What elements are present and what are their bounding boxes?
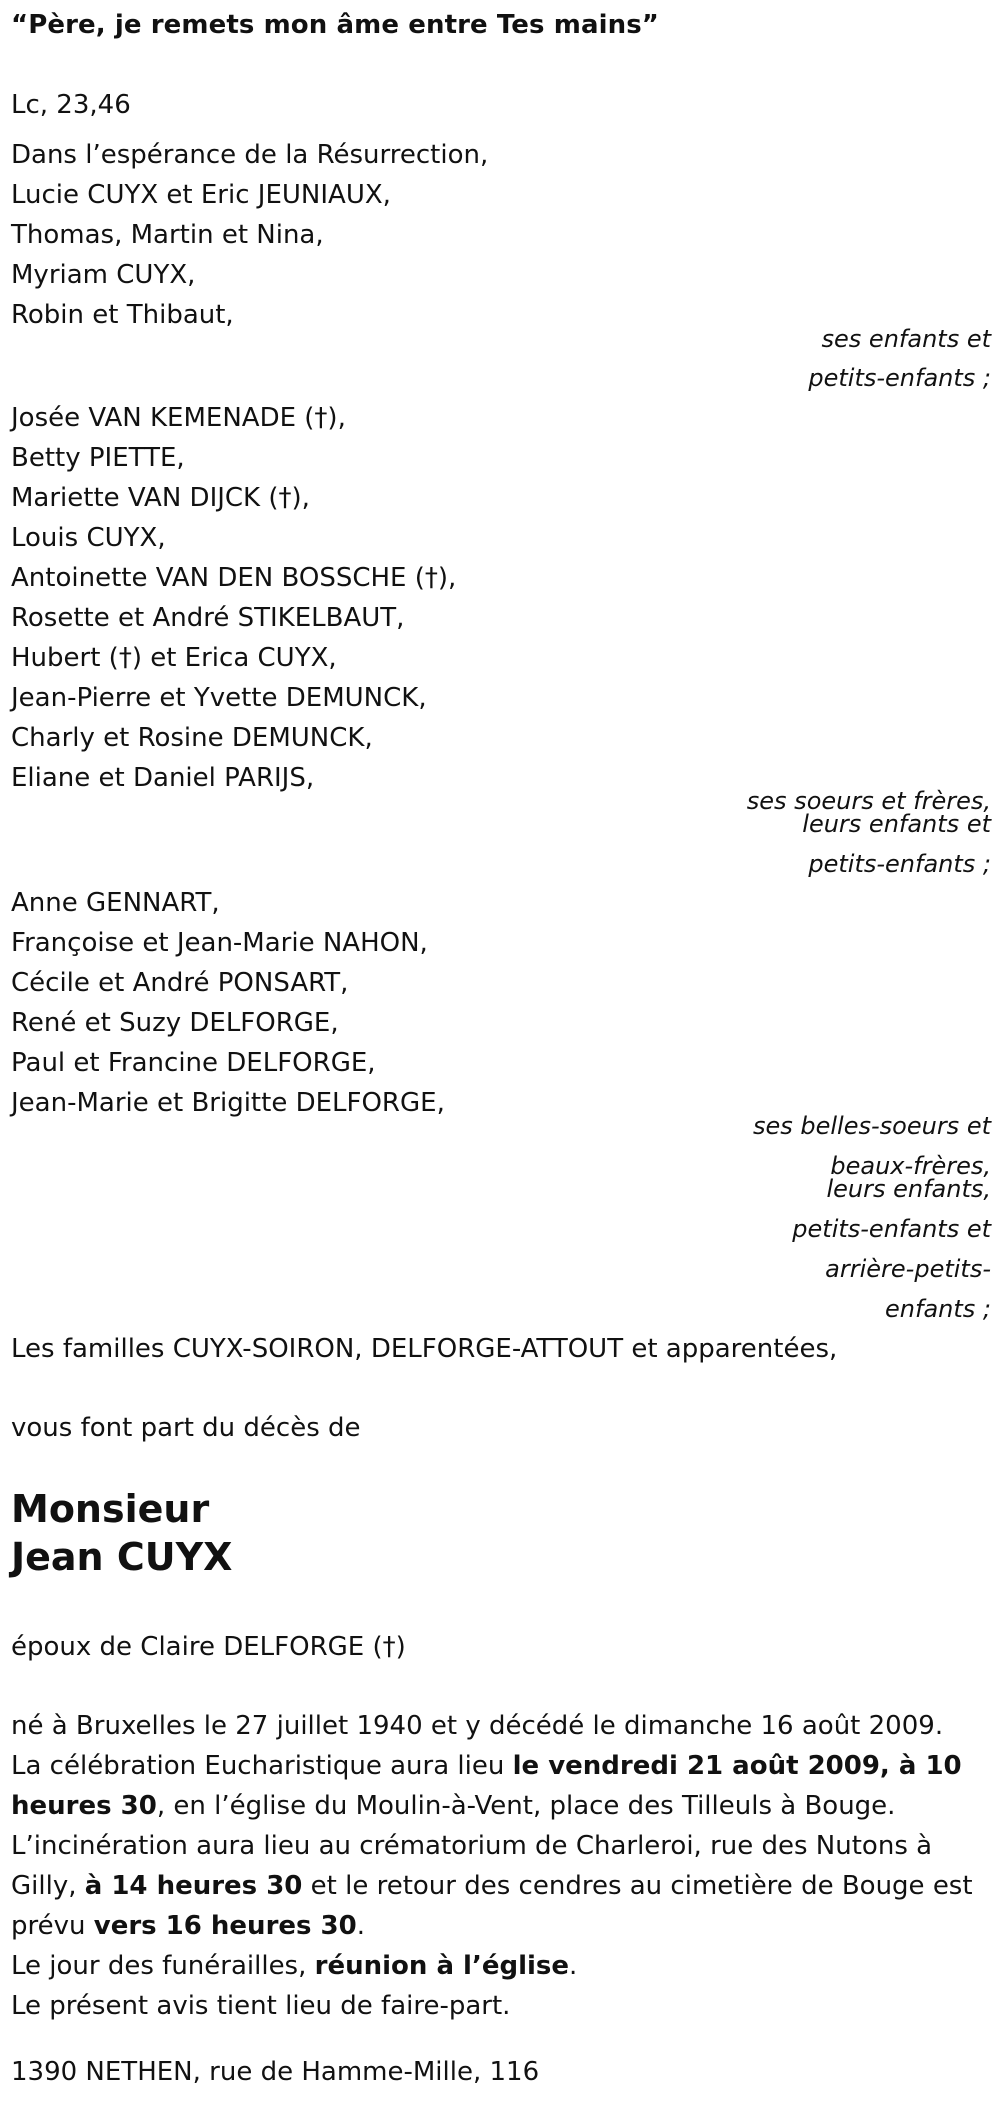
mass-date: le vendredi 21 août 2009, à 10 heures 30 (11, 1751, 962, 1821)
cremation-time: à 14 heures 30 (84, 1871, 303, 1901)
spouse-line: époux de Claire DELFORGE (†) (11, 1632, 406, 1662)
list-item: Lucie CUYX et Eric JEUNIAUX, (11, 180, 391, 210)
deceased-name: Jean CUYX (11, 1535, 233, 1579)
notice-text: Le présent avis tient lieu de faire-part. (11, 1991, 511, 2021)
list-item: Louis CUYX, (11, 523, 166, 553)
punctuation: . (569, 1951, 578, 1981)
list-item: Françoise et Jean-Marie NAHON, (11, 928, 428, 958)
relation-children-line: ses enfants et (821, 325, 991, 353)
list-item: Betty PIETTE, (11, 443, 185, 473)
birth-death-text: né à Bruxelles le 27 juillet 1940 et y décédé le dimanche 16 août 2009. (11, 1711, 944, 1741)
list-item: Josée VAN KEMENADE (†), (11, 403, 346, 433)
deceased-title: Monsieur (11, 1487, 210, 1531)
list-item: Rosette et André STIKELBAUT, (11, 603, 405, 633)
relation-in-laws-line: beaux-frères, (830, 1152, 991, 1180)
list-item: Paul et Francine DELFORGE, (11, 1048, 376, 1078)
relation-in-laws-line: ses belles-soeurs et (752, 1112, 991, 1140)
relation-in-laws-line: leurs enfants, (826, 1175, 991, 1203)
bible-reference: Lc, 23,46 (11, 90, 131, 120)
ashes-text: et le retour des cendres au cimetière de Bouge est prévu (11, 1871, 973, 1941)
list-item: Hubert (†) et Erica CUYX, (11, 643, 337, 673)
families-line: Les familles CUYX-SOIRON, DELFORGE-ATTOUT et apparentées, (11, 1334, 838, 1364)
list-item: Robin et Thibaut, (11, 300, 234, 330)
relation-siblings-line: leurs enfants et (802, 810, 991, 838)
funeral-details (11, 1706, 996, 2026)
list-item: Myriam CUYX, (11, 260, 196, 290)
cremation-text: L’incinération aura lieu au crématorium de Charleroi, rue des Nutons à Gilly, (11, 1831, 933, 1901)
mass-text: La célébration Eucharistique aura lieu (11, 1751, 513, 1781)
list-item: Dans l’espérance de la Résurrection, (11, 140, 489, 170)
relation-siblings-line: petits-enfants ; (808, 850, 991, 878)
ashes-time: vers 16 heures 30 (93, 1911, 357, 1941)
list-item: Eliane et Daniel PARIJS, (11, 763, 315, 793)
list-item: Mariette VAN DIJCK (†), (11, 483, 310, 513)
list-item: Cécile et André PONSART, (11, 968, 349, 998)
mass-location: , en l’église du Moulin-à-Vent, place des Tilleuls à Bouge. (156, 1791, 896, 1821)
relation-siblings-line: ses soeurs et frères, (746, 787, 991, 815)
relation-in-laws-line: enfants ; (885, 1295, 991, 1323)
list-item: Charly et Rosine DEMUNCK, (11, 723, 373, 753)
relation-children-line: petits-enfants ; (808, 364, 991, 392)
church-meeting: réunion à l’église (314, 1951, 570, 1981)
announcement-line: vous font part du décès de (11, 1413, 361, 1443)
relation-in-laws-line: arrière-petits- (825, 1255, 991, 1283)
address-line: 1390 NETHEN, rue de Hamme-Mille, 116 (11, 2057, 540, 2087)
opening-quote: “Père, je remets mon âme entre Tes mains” (11, 10, 659, 40)
list-item: René et Suzy DELFORGE, (11, 1008, 339, 1038)
relation-in-laws-line: petits-enfants et (792, 1215, 991, 1243)
list-item: Anne GENNART, (11, 888, 220, 918)
punctuation: . (356, 1911, 365, 1941)
list-item: Jean-Pierre et Yvette DEMUNCK, (11, 683, 427, 713)
funeral-day-text: Le jour des funérailles, (11, 1951, 315, 1981)
list-item: Jean-Marie et Brigitte DELFORGE, (11, 1088, 445, 1118)
list-item: Thomas, Martin et Nina, (11, 220, 324, 250)
list-item: Antoinette VAN DEN BOSSCHE (†), (11, 563, 457, 593)
